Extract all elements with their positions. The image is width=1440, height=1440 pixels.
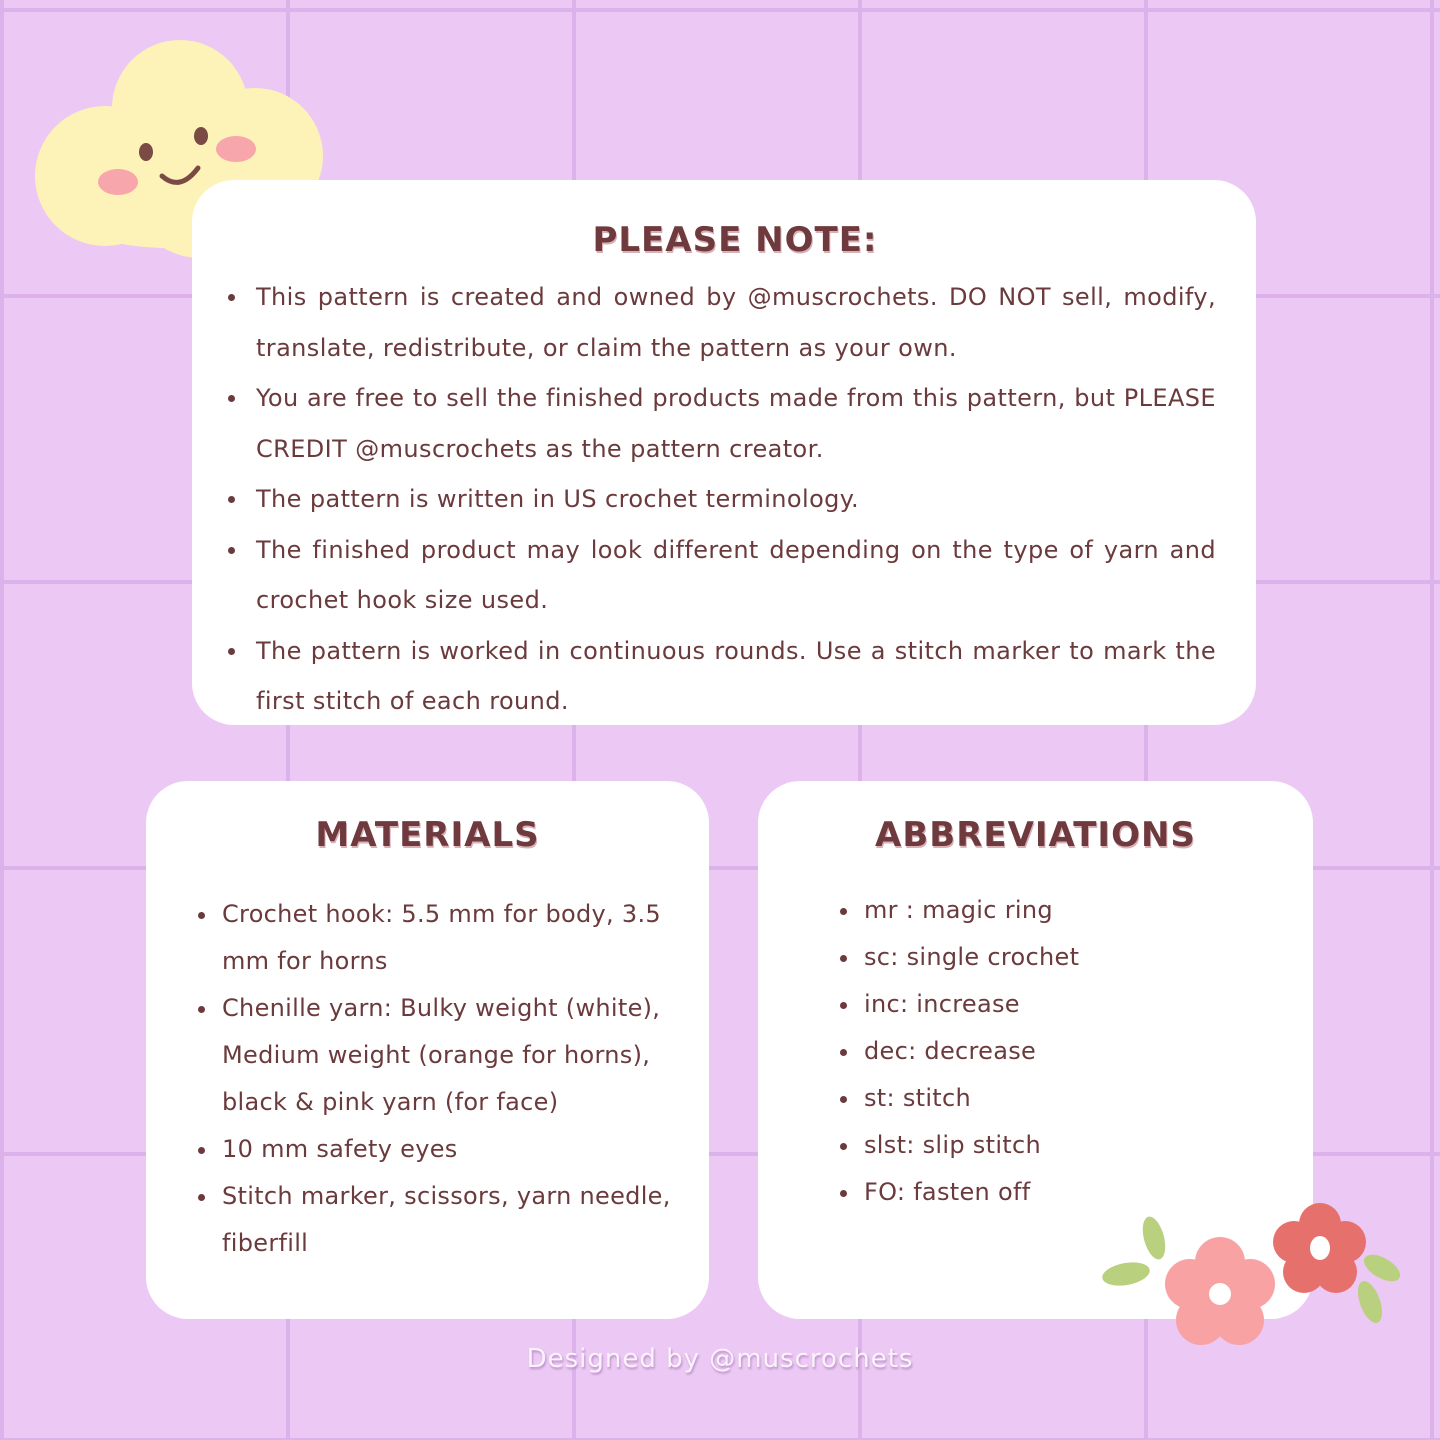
abbreviation-item: sc: single crochet [864,934,1293,981]
note-item: The pattern is worked in continuous rounds. Use a stitch marker to mark the first stitch of each round. [254,626,1216,727]
materials-item: 10 mm safety eyes [222,1126,689,1173]
materials-title: MATERIALS [315,815,540,855]
abbreviation-item: st: stitch [864,1075,1293,1122]
abbreviation-item: dec: decrease [864,1028,1293,1075]
please-note-card [192,180,1256,725]
note-item: This pattern is created and owned by @muscrochets. DO NOT sell, modify, translate, redistribute, or claim the pattern as your own. [254,272,1216,373]
materials-list [222,891,689,1267]
materials-item: Stitch marker, scissors, yarn needle, fiberfill [222,1173,689,1267]
note-item: The finished product may look different depending on the type of yarn and crochet hook size used. [254,525,1216,626]
materials-item: Chenille yarn: Bulky weight (white), Medium weight (orange for horns), black & pink yarn (for face) [222,985,689,1126]
abbreviation-item: inc: increase [864,981,1293,1028]
abbreviations-title: ABBREVIATIONS [875,815,1196,855]
abbreviation-item: slst: slip stitch [864,1122,1293,1169]
note-item: The pattern is written in US crochet terminology. [254,474,1216,525]
note-item: You are free to sell the finished products made from this pattern, but PLEASE CREDIT @muscrochets as the pattern creator. [254,373,1216,474]
please-note-title: PLEASE NOTE: [592,220,878,260]
abbreviations-list [864,887,1293,1216]
flowers-icon [1096,1196,1422,1356]
abbreviation-item: mr : magic ring [864,887,1293,934]
materials-card [146,781,709,1319]
abbreviation-item: FO: fasten off [864,1169,1293,1216]
materials-item: Crochet hook: 5.5 mm for body, 3.5 mm for horns [222,891,689,985]
footer-credit: Designed by @muscrochets [526,1344,914,1374]
please-note-list [254,272,1216,727]
